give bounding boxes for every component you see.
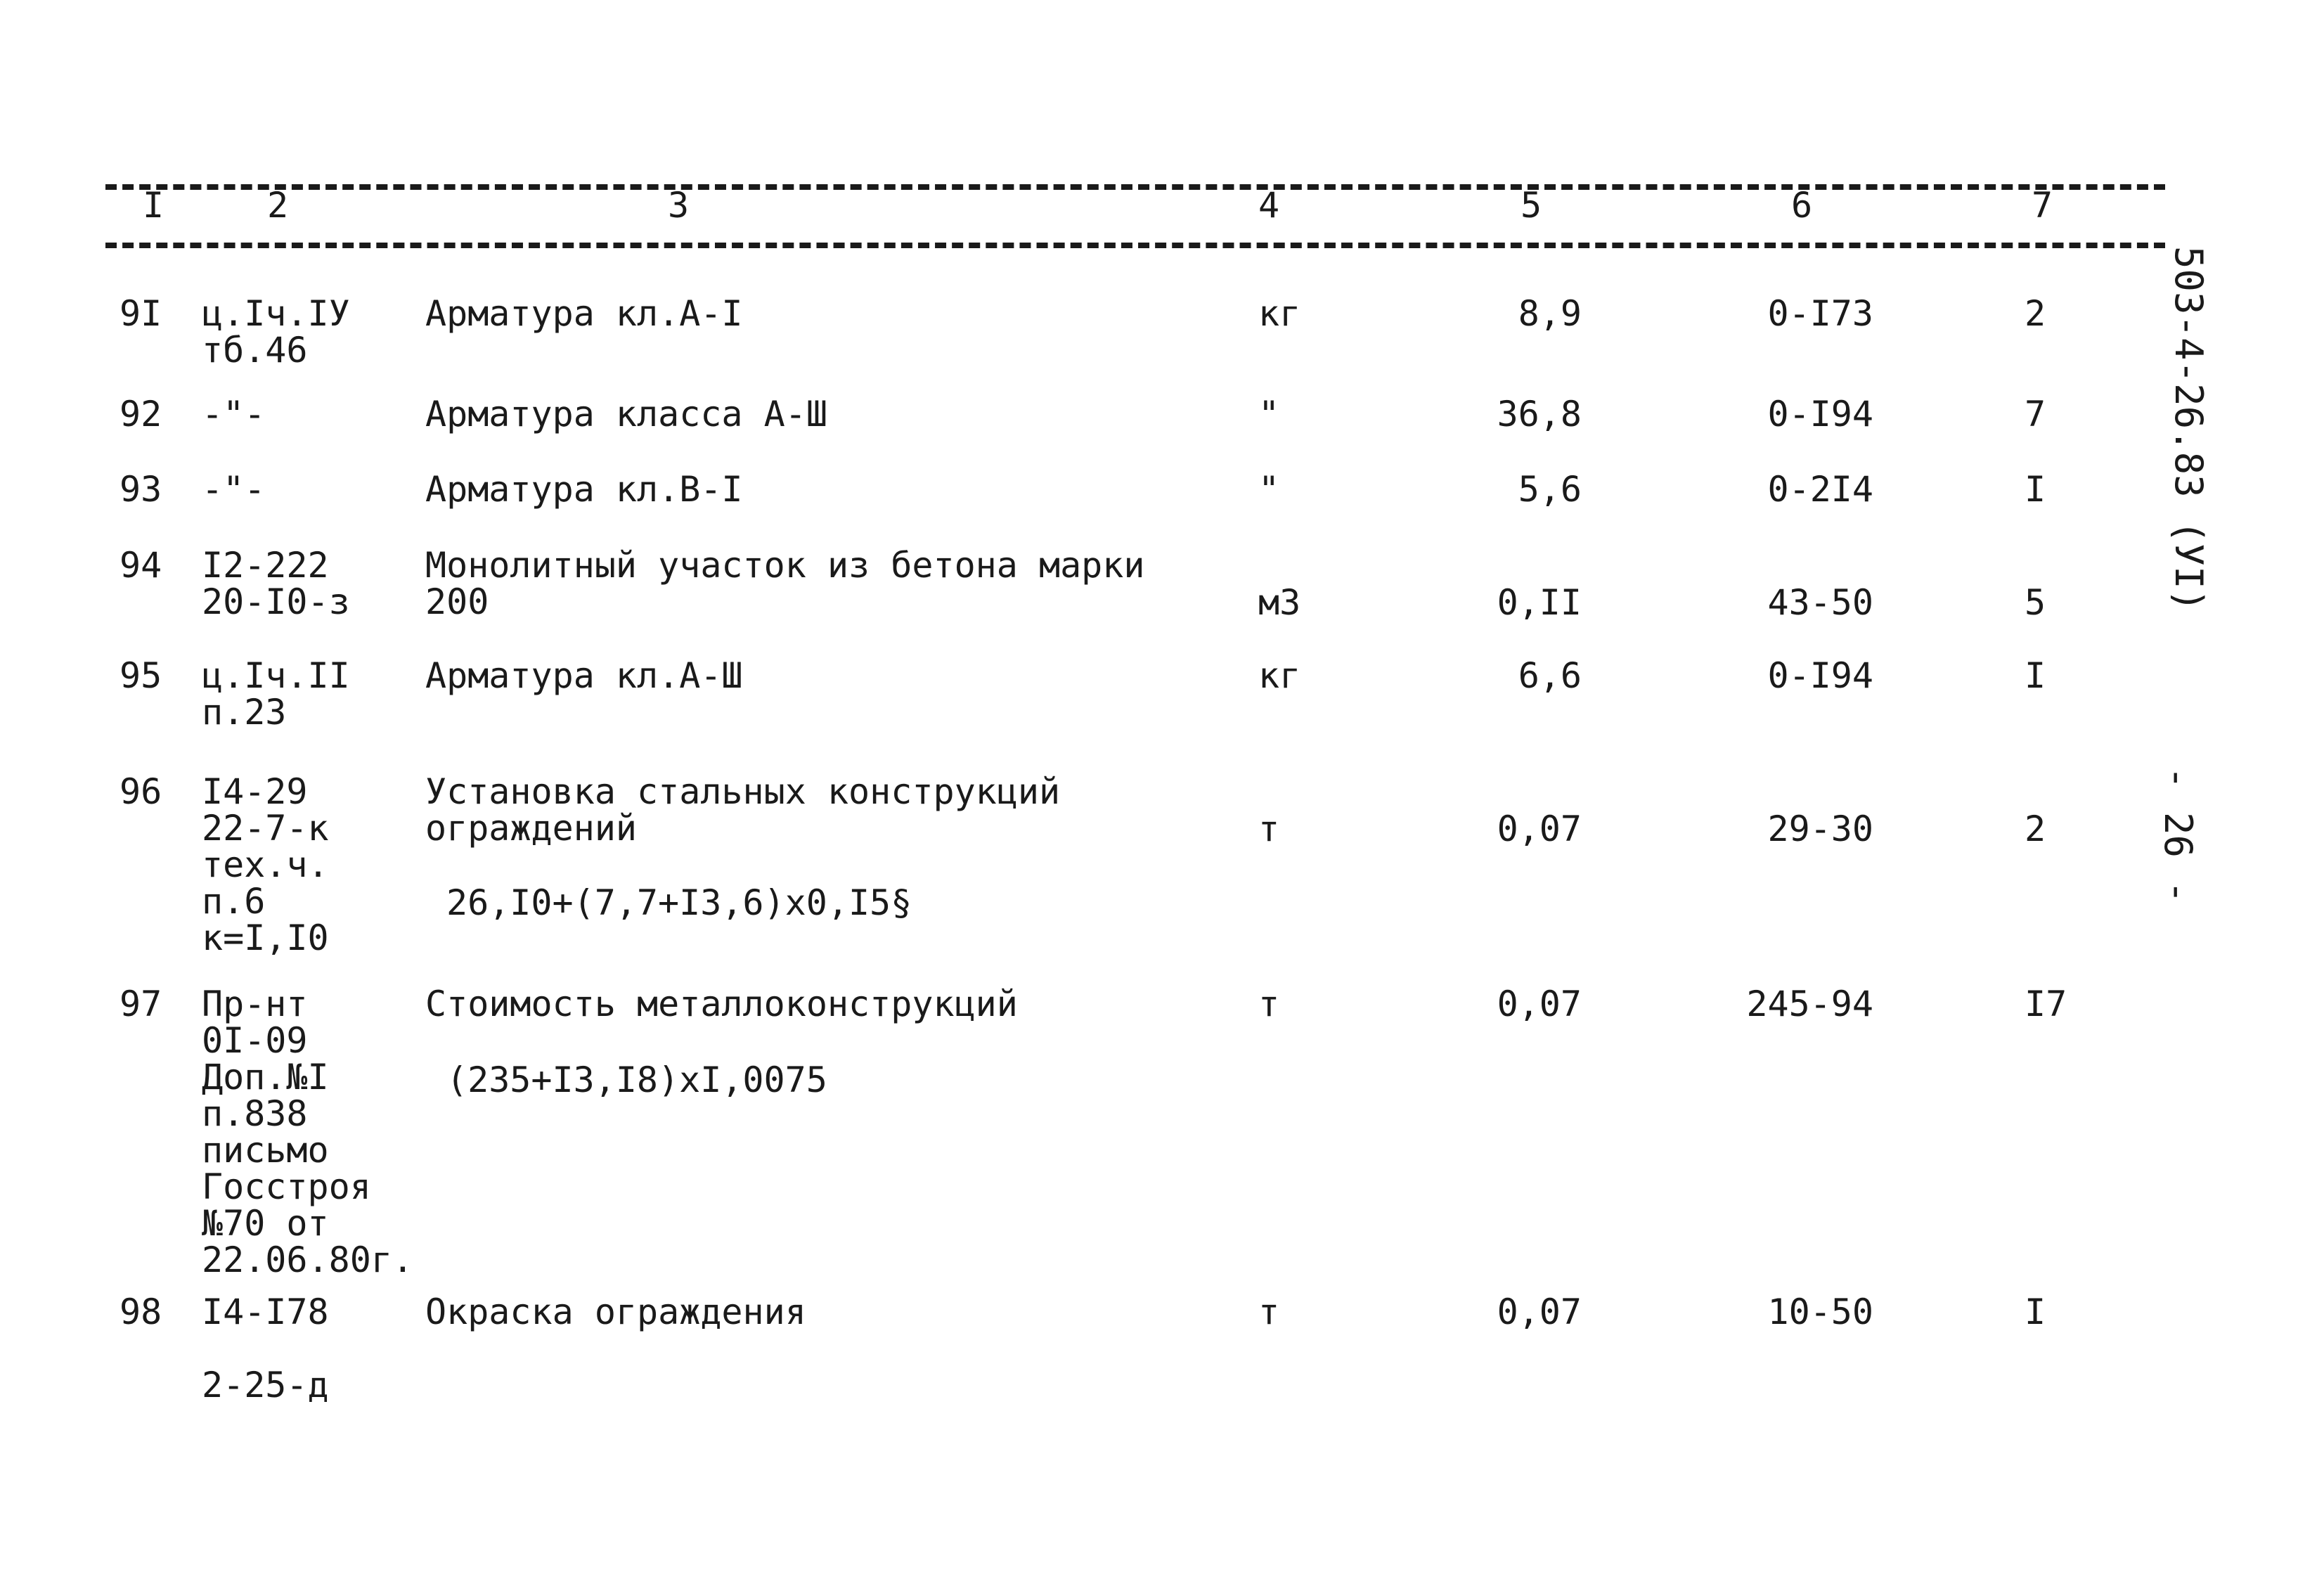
row-basis: I4-I78 2-25-д [202,1292,329,1405]
row-number: 93 [120,469,162,510]
row-number: 92 [120,394,162,435]
row-quantity: 0,07 [1497,984,1582,1024]
row-total: 2 [2025,809,2046,849]
row-unit: т [1258,809,1280,849]
col-header-5: 5 [1521,185,1542,226]
row-total: 7 [2025,394,2046,435]
row-unit-price: 0-I94 [1767,394,1873,435]
row-basis: Пр-нт 0I-09 Доп.№I п.838 письмо Госстроя №70 от 22.06.80г. [202,984,414,1280]
header-top-rule [105,184,2165,190]
row-formula: 26,I0+(7,7+I3,6)х0,I5§ [446,882,912,923]
row-unit: " [1258,469,1280,510]
row-quantity: 0,07 [1497,809,1582,849]
row-name: Арматура кл.А-I [425,293,743,334]
row-unit-price: 43-50 [1767,582,1873,623]
col-header-6: 6 [1791,185,1813,226]
row-number: 98 [120,1292,162,1332]
row-basis: ц.Iч.II п.23 [202,655,350,733]
header-bottom-rule [105,243,2165,248]
row-unit: кг [1258,655,1301,696]
row-basis: I2-222 20-I0-з [202,545,350,622]
row-name: Арматура класса А-Ш [425,394,827,435]
row-unit-price: 0-2I4 [1767,469,1873,510]
row-unit-price: 10-50 [1767,1292,1873,1332]
row-name: Окраска ограждения [425,1292,806,1332]
col-header-7: 7 [2032,185,2053,226]
row-unit-price: 0-I73 [1767,293,1873,334]
row-basis: ц.Iч.IУ тб.46 [202,293,350,371]
row-quantity: 36,8 [1497,394,1582,435]
row-quantity: 0,07 [1497,1292,1582,1332]
row-name: Арматура кл.В-I [425,469,743,510]
row-number: 9I [120,293,162,334]
col-header-3: 3 [668,185,690,226]
row-quantity: 6,6 [1518,655,1582,696]
col-header-4: 4 [1258,185,1280,226]
row-quantity: 0,II [1497,582,1582,623]
row-total: I7 [2025,984,2067,1024]
row-unit-price: 29-30 [1767,809,1873,849]
row-total: I [2025,469,2046,510]
row-formula: (235+I3,I8)хI,0075 [446,1060,827,1100]
row-total: 2 [2025,293,2046,334]
row-basis: I4-29 22-7-к тех.ч. п.6 к=I,I0 [202,771,329,958]
row-name: Арматура кл.А-Ш [425,655,743,696]
row-total: I [2025,655,2046,696]
row-basis: -"- [202,469,266,510]
col-header-2: 2 [267,185,289,226]
row-unit: т [1258,984,1280,1024]
row-basis: -"- [202,394,266,435]
row-name: Установка стальных конструкций ограждений [425,771,1061,849]
row-unit: " [1258,394,1280,435]
document-code: 503-4-26.83 (УI) [2167,246,2211,612]
page-number: - 26 - [2156,766,2200,904]
row-name: Стоимость металлоконструкций [425,984,1018,1024]
row-unit-price: 245-94 [1746,984,1873,1024]
row-unit: м3 [1258,582,1301,623]
row-quantity: 5,6 [1518,469,1582,510]
row-unit: т [1258,1292,1280,1332]
row-total: 5 [2025,582,2046,623]
row-total: I [2025,1292,2046,1332]
row-number: 95 [120,655,162,696]
col-header-1: I [143,185,164,226]
row-unit-price: 0-I94 [1767,655,1873,696]
row-number: 94 [120,545,162,586]
row-number: 96 [120,771,162,812]
row-unit: кг [1258,293,1301,334]
row-name: Монолитный участок из бетона марки 200 [425,545,1145,622]
row-number: 97 [120,984,162,1024]
row-quantity: 8,9 [1518,293,1582,334]
